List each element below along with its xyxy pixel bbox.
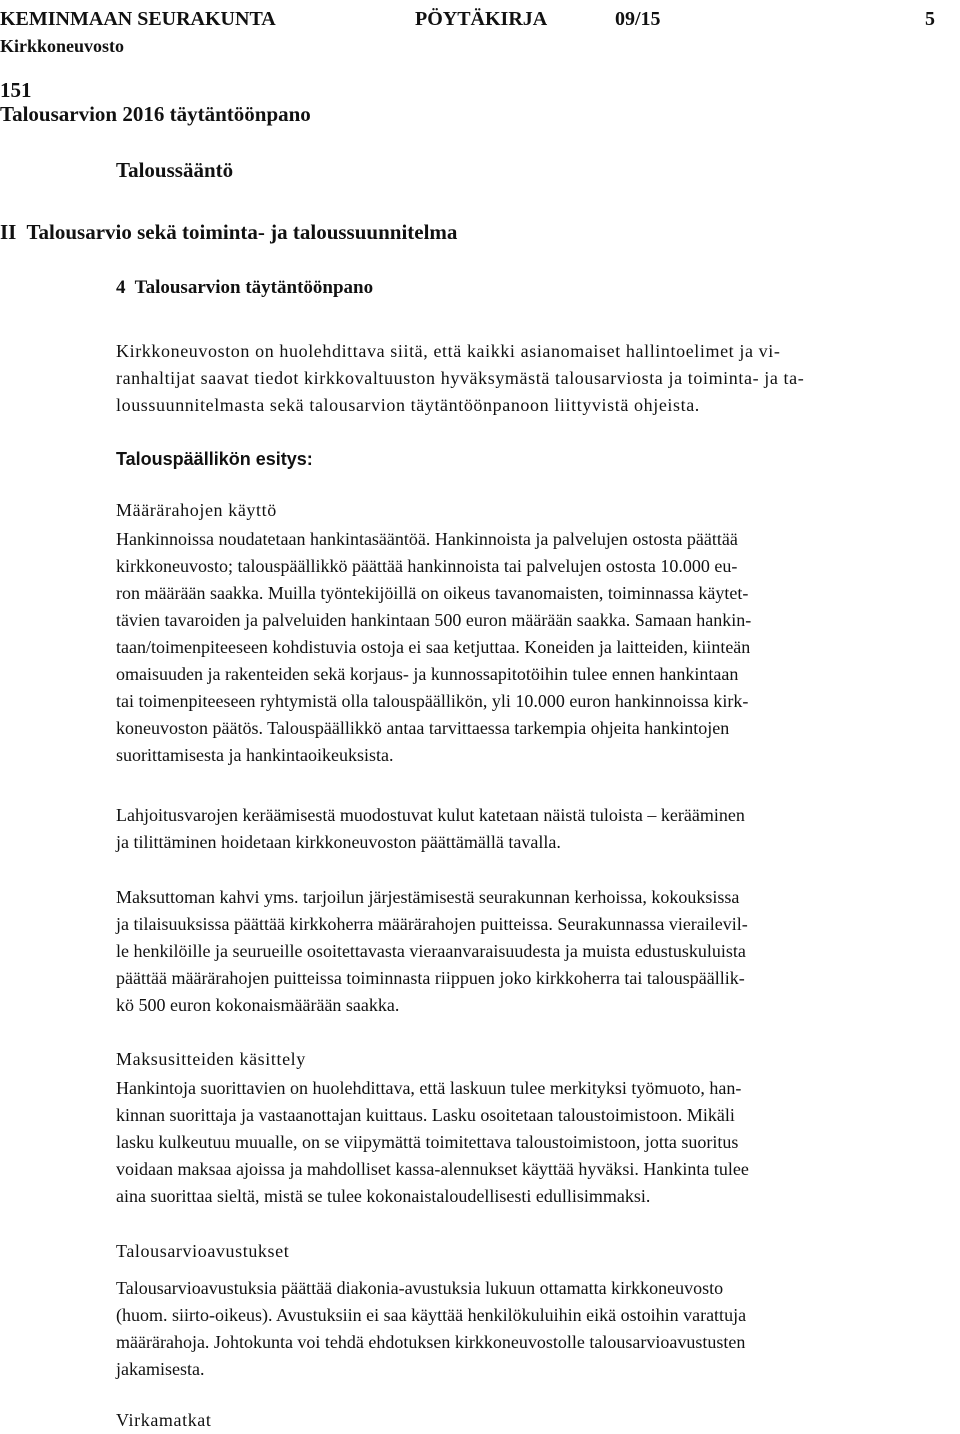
- paragraph-line: loussuunnitelmasta sekä talousarvion täytäntöönpanoon liittyvistä ohjeista.: [116, 395, 700, 415]
- paragraph-line: päättää määrärahojen puitteissa toiminnasta riippuen joko kirkkoherra tai talouspäällik-: [116, 968, 745, 988]
- header-page-number: 5: [925, 8, 935, 30]
- paragraph-line: ranhaltijat saavat tiedot kirkkovaltuuston hyväksymästä talousarviosta ja toiminta- ja ta-: [116, 368, 805, 388]
- paragraph-line: määrärahoja. Johtokunta voi tehdä ehdotuksen kirkkoneuvostolle talousarvioavustusten: [116, 1332, 746, 1352]
- section-title-payment-commitments: Maksusitteiden käsittely: [116, 1049, 306, 1069]
- paragraph-line: tävien tavaroiden ja palveluiden hankintaan 500 euron määrään saakka. Samaan hankin-: [116, 610, 752, 630]
- paragraph-line: koneuvoston päätös. Talouspäällikkö antaa tarvittaessa tarkempia ohjeita hankintojen: [116, 718, 730, 738]
- paragraph-line: Maksuttoman kahvi yms. tarjoilun järjestämisestä seurakunnan kerhoissa, kokouksissa: [116, 887, 740, 907]
- paragraph-line: tai toimenpiteeseen ryhtymistä olla talouspäällikön, yli 10.000 euron hankinnoissa kirk-: [116, 691, 749, 711]
- section-title-official-travel: Virkamatkat: [116, 1410, 212, 1430]
- hospitality-paragraph: [116, 884, 928, 1019]
- item-number: 151: [0, 78, 32, 102]
- paragraph-line: Lahjoitusvarojen keräämisestä muodostuvat kulut katetaan näistä tuloista – kerääminen: [116, 805, 745, 825]
- paragraph-line: Hankintoja suorittavien on huolehdittava, että laskuun tulee merkityksi työmuoto, han-: [116, 1078, 742, 1098]
- paragraph-line: lasku kulkeutuu muualle, on se viipymättä toimitettava taloustoimistoon, jotta suoritus: [116, 1132, 739, 1152]
- donations-paragraph: [116, 802, 928, 856]
- paragraph-line: suorittamisesta ja hankintaoikeuksista.: [116, 745, 394, 765]
- budget-grants-paragraph: [116, 1275, 928, 1383]
- paragraph-line: ja tilaisuuksissa päättää kirkkoherra määrärahojen puitteissa. Seurakunnassa vierailevil-: [116, 914, 748, 934]
- paragraph-line: Talousarvioavustuksia päättää diakonia-avustuksia lukuun ottamatta kirkkoneuvosto: [116, 1278, 724, 1298]
- paragraph-line: taan/toimenpiteeseen kohdistuvia ostoja ei saa ketjuttaa. Koneiden ja laitteiden, kiinteän: [116, 637, 751, 657]
- paragraph-line: ja tilittäminen hoidetaan kirkkoneuvoston päättämällä tavalla.: [116, 832, 561, 852]
- proposal-heading: Talouspäällikön esitys:: [116, 449, 313, 469]
- paragraph-line: le henkilöille ja seurueille osoitettavasta vieraanvaraisuudesta ja muista edustuskuluista: [116, 941, 746, 961]
- paragraph-line: Kirkkoneuvoston on huolehdittava siitä, että kaikki asianomaiset hallintoelimet ja vi-: [116, 341, 781, 361]
- header-doc-number: 09/15: [615, 8, 661, 30]
- appropriations-paragraph: [116, 526, 928, 769]
- regulation-paragraph: [116, 338, 928, 419]
- paragraph-line: jakamisesta.: [116, 1359, 205, 1379]
- paragraph-line: ron määrään saakka. Muilla työntekijöillä on oikeus tavanomaisten, toiminnassa käytet-: [116, 583, 749, 603]
- paragraph-line: voidaan maksaa ajoissa ja mahdolliset kassa-alennukset käyttää hyväksi. Hankinta tulee: [116, 1159, 749, 1179]
- header-org: KEMINMAAN SEURAKUNTA: [0, 8, 276, 30]
- paragraph-line: Hankinnoissa noudatetaan hankintasääntöä. Hankinnoista ja palvelujen ostosta päättää: [116, 529, 738, 549]
- paragraph-line: kirkkoneuvosto; talouspäällikkö päättää hankinnoista tai palvelujen ostosta 10.000 eu-: [116, 556, 738, 576]
- section-title-budget-grants: Talousarvioavustukset: [116, 1241, 290, 1261]
- regulation-title: Taloussääntö: [116, 158, 234, 182]
- chapter-heading: II Talousarvio sekä toiminta- ja taloussuunnitelma: [0, 220, 458, 244]
- header-body: Kirkkoneuvosto: [0, 36, 125, 56]
- paragraph-line: kö 500 euron kokonaismäärään saakka.: [116, 995, 400, 1015]
- paragraph-line: omaisuuden ja rakenteiden sekä korjaus- ja kunnossapitotöihin tulee ennen hankintaan: [116, 664, 739, 684]
- paragraph-line: (huom. siirto-oikeus). Avustuksiin ei saa käyttää henkilökuluihin eikä ostoihin varattuja: [116, 1305, 747, 1325]
- item-title: Talousarvion 2016 täytäntöönpano: [0, 102, 311, 126]
- paragraph-line: kinnan suorittaja ja vastaanottajan kuittaus. Lasku osoitetaan taloustoimistoon. Mikäli: [116, 1105, 735, 1125]
- section-heading: 4 Talousarvion täytäntöönpano: [116, 277, 374, 298]
- payment-commitments-paragraph: [116, 1075, 928, 1210]
- paragraph-line: aina suorittaa sieltä, mistä se tulee kokonaistaloudellisesti edullisimmaksi.: [116, 1186, 651, 1206]
- header-doc-type: PÖYTÄKIRJA: [415, 8, 548, 30]
- section-title-appropriations: Määrärahojen käyttö: [116, 500, 277, 520]
